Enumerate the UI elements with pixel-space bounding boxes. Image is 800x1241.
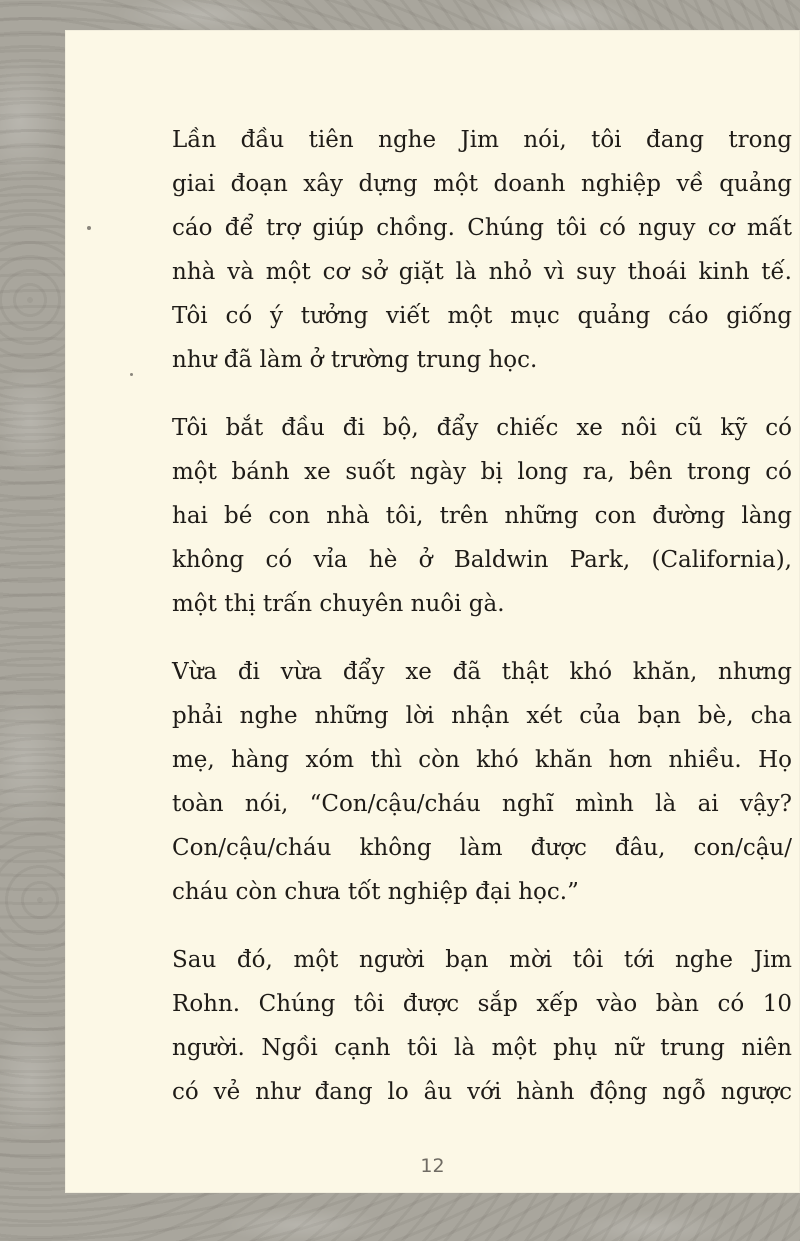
text-line: Lần đầu tiên nghe Jim nói, tôi đang trong [172,127,792,153]
text-line: nhà và một cơ sở giặt là nhỏ vì suy thoái kinh tế. [172,259,792,285]
text-line: Tôi bắt đầu đi bộ, đẩy chiếc xe nôi cũ kỹ có [172,415,792,441]
text-line: hai bé con nhà tôi, trên những con đường làng [172,503,792,529]
text-line: người. Ngồi cạnh tôi là một phụ nữ trung niên [172,1035,792,1061]
text-line: cháu còn chưa tốt nghiệp đại học.” [172,879,579,905]
text-line: một thị trấn chuyên nuôi gà. [172,591,505,617]
text-line: mẹ, hàng xóm thì còn khó khăn hơn nhiều. Họ [172,747,792,773]
text-line: không có vỉa hè ở Baldwin Park, (California), [172,547,792,573]
text-line: giai đoạn xây dựng một doanh nghiệp về quảng [172,171,792,197]
text-line: toàn nói, “Con/cậu/cháu nghĩ mình là ai vậy? [172,791,792,817]
page-number: 12 [420,1155,445,1177]
text-line: cáo để trợ giúp chồng. Chúng tôi có nguy cơ mất [172,215,792,241]
ink-speck [87,226,91,230]
text-line: Rohn. Chúng tôi được sắp xếp vào bàn có 10 [172,991,792,1017]
text-line: Tôi có ý tưởng viết một mục quảng cáo giống [172,303,792,329]
book-page [65,30,800,1193]
text-line: như đã làm ở trường trung học. [172,347,538,373]
text-line: Con/cậu/cháu không làm được đâu, con/cậu/ [172,835,792,861]
text-line: một bánh xe suốt ngày bị long ra, bên trong có [172,459,792,485]
ink-speck [130,373,133,376]
text-line: Sau đó, một người bạn mời tôi tới nghe Jim [172,947,792,973]
text-line: phải nghe những lời nhận xét của bạn bè, cha [172,703,792,729]
text-line: có vẻ như đang lo âu với hành động ngỗ ngược [172,1079,792,1105]
text-line: Vừa đi vừa đẩy xe đã thật khó khăn, nhưng [172,659,792,685]
